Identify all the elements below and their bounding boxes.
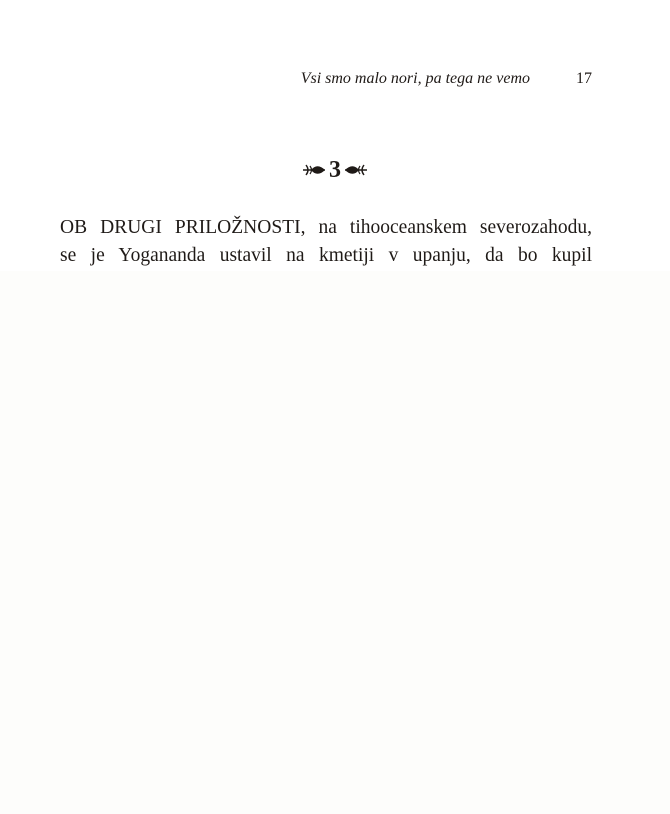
running-header — [60, 70, 592, 92]
running-title: Vsi smo malo nori, pa tega ne vemo — [300, 70, 530, 87]
opening-small-caps: OB DRUGI PRILOŽNOSTI, — [60, 217, 306, 238]
body-line-1-rest: na tihooceanskem severozahodu, — [305, 217, 593, 238]
page-number: 17 — [576, 70, 592, 87]
fleuron-right-icon — [344, 162, 368, 178]
body-line-2: se je Yogananda ustavil na kmetiji v upanju, da bo kupil — [60, 245, 592, 266]
body-line-1 — [60, 214, 592, 242]
body-paragraph — [60, 214, 592, 270]
fleuron-left-icon — [302, 162, 326, 178]
page-top-area — [0, 0, 670, 271]
page-lower-area — [0, 271, 670, 814]
section-heading — [0, 152, 670, 188]
section-number: 3 — [329, 156, 341, 183]
